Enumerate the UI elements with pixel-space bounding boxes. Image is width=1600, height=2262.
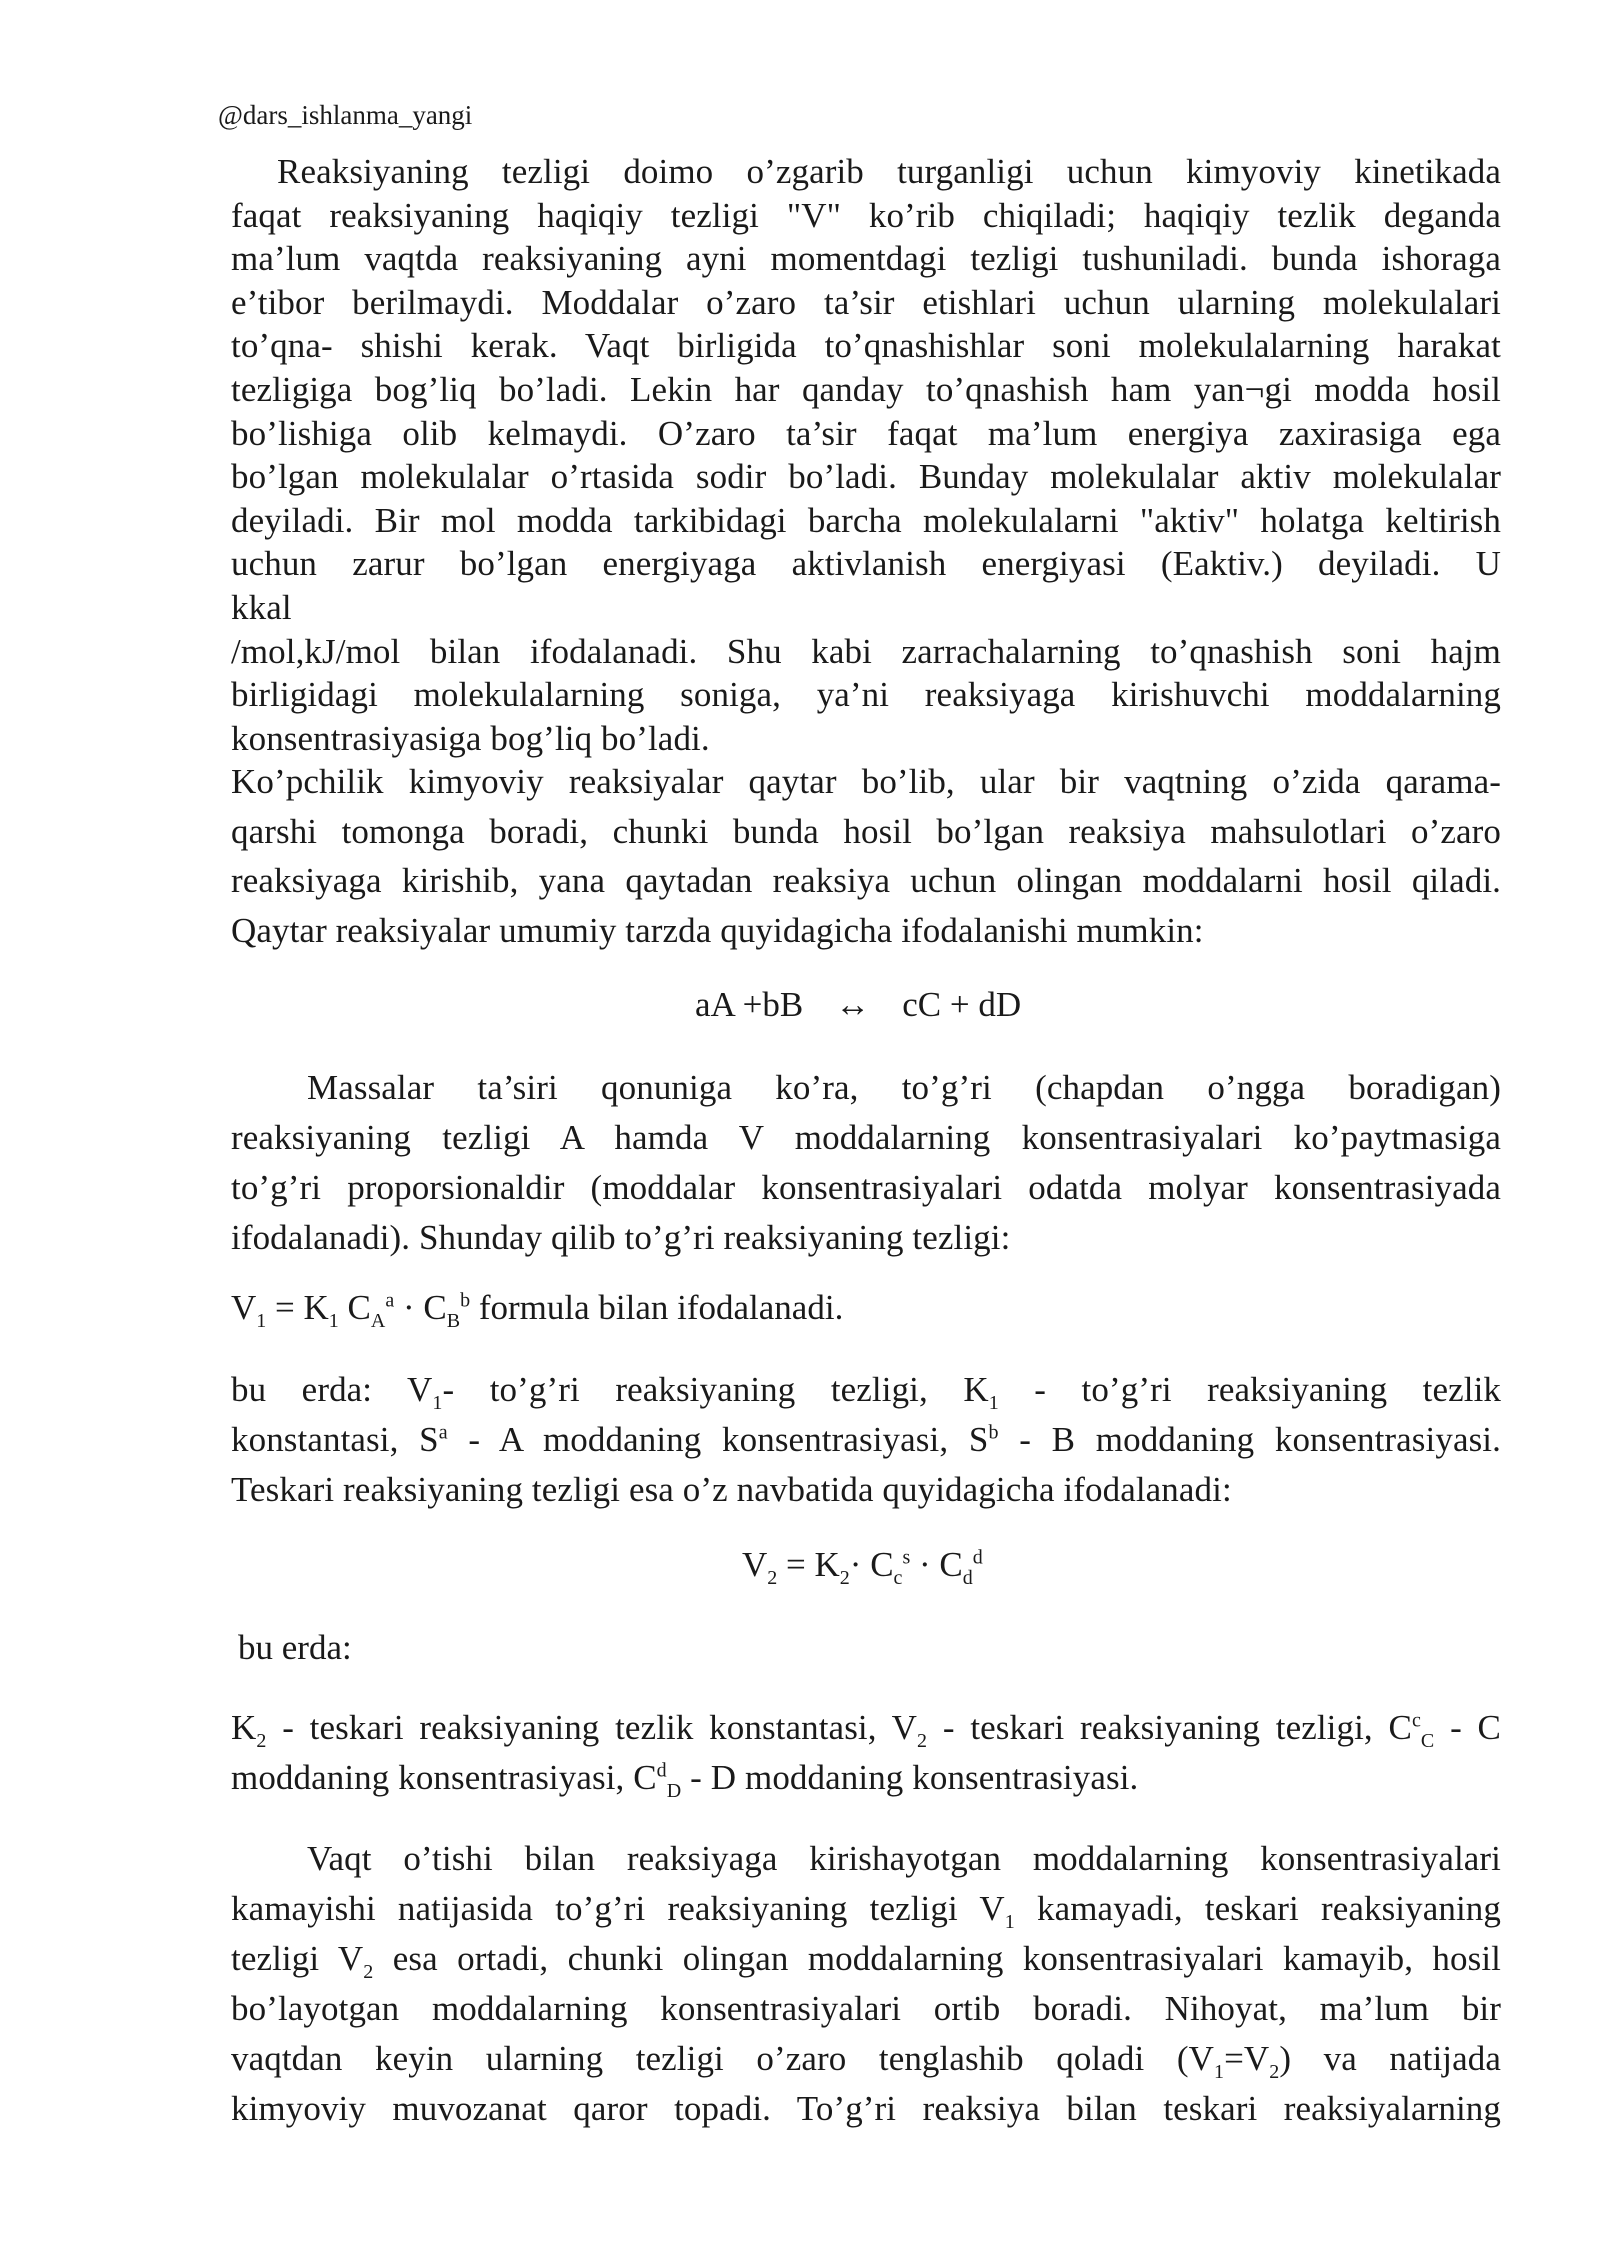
equation-left: aA +bB — [695, 985, 804, 1024]
text-line: ifodalanadi). Shunday qilib to’g’ri reaksiyaning tezligi: — [231, 1218, 1011, 1257]
text-line: Teskari reaksiyaning tezligi esa o’z navbatida quyidagicha ifodalanadi: — [231, 1470, 1232, 1509]
paragraph-reversible-reactions — [231, 757, 1501, 955]
text-line: birligidagi molekulalarning soniga, ya’ni reaksiyaga kirishuvchi moddalarning — [231, 675, 1501, 715]
text-line: vaqtdan keyin ularning tezligi o’zaro tenglashib qoladi $(V_1=V_2)$ va natijada — [231, 2039, 1501, 2083]
text-line: Ko’pchilik kimyoviy reaksiyalar qaytar bo’lib, ular bir vaqtning o’zida qarama- — [231, 762, 1501, 801]
text-line: reaksiyaga kirishib, yana qaytadan reaksiya uchun olingan moddalarni hosil qiladi. — [231, 861, 1501, 900]
text-line: Qaytar reaksiyalar umumiy tarzda quyidagicha ifodalanishi mumkin: — [231, 910, 1204, 950]
forward-rate-formula: $V_1 = K_1$ $C_A^a \cdot C_B^b$ formula bilan ifodalanadi. — [231, 1288, 844, 1332]
paragraph-notation — [231, 1365, 1501, 1515]
text-line: Vaqt o’tishi bilan reaksiyaga kirishayotgan moddalarning konsentrasiyalari — [307, 1839, 1501, 1878]
reverse-rate-formula: $V_2 = K_2\cdot C_c^s \cdot C_d^d$ — [742, 1545, 983, 1589]
text-line: kamayishi natijasida to’g’ri reaksiyaning tezligi $V_1$ kamayadi, teskari reaksiyaning — [231, 1889, 1501, 1933]
text-line: konsentrasiyasiga bog’liq bo’ladi. — [231, 718, 710, 758]
paragraph-mass-action-law — [231, 1063, 1501, 1263]
text-line: /mol,kJ/mol bilan ifodalanadi. Shu kabi zarrachalarning to’qnashish soni hajm — [231, 631, 1501, 671]
text-line: kkal — [231, 587, 292, 627]
text-line: Massalar ta’siri qonuniga ko’ra, to’g’ri (chapdan o’ngga boradigan) — [307, 1068, 1501, 1107]
watermark-handle: @dars_ishlanma_yangi — [218, 100, 473, 130]
text-line: ma’lum vaqtda reaksiyaning ayni momentdagi tezligi tushuniladi. bunda ishoraga — [231, 239, 1501, 279]
equation-right: cC + dD — [902, 985, 1022, 1024]
text-line: tezligi $V_2$ esa ortadi, chunki olingan moddalarning konsentrasiyalari kamayib, hosil — [231, 1939, 1501, 1983]
text-line: moddaning konsentrasiyasi, $C^d_D$ - D moddaning konsentrasiyasi. — [231, 1758, 1139, 1802]
text-line: tezligiga bog’liq bo’ladi. Lekin har qanday to’qnashish ham yan¬gi modda hosil — [231, 369, 1501, 409]
equilibrium-arrow-icon: ↔ — [835, 985, 871, 1024]
text-line: uchun zarur bo’lgan energiyaga aktivlanish energiyasi (Eaktiv.) deyiladi. U — [231, 544, 1501, 584]
reversible-reaction-equation — [695, 985, 1021, 1025]
text-line: konstantasi, $S^a$ - A moddaning konsentrasiyasi, $S^b$ - B moddaning konsentrasiyasi. — [231, 1420, 1501, 1459]
paragraph-equilibrium — [231, 1834, 1501, 2134]
text-line: bu erda: $V_1-$ to’g’ri reaksiyaning tezligi, $K_1$ - to’g’ri reaksiyaning tezlik — [231, 1370, 1502, 1414]
bu-erda-label: bu erda: — [238, 1628, 352, 1667]
text-line: bo’layotgan moddalarning konsentrasiyalari ortib boradi. Nihoyat, ma’lum bir — [231, 1989, 1501, 2028]
paragraph-reverse-notation — [231, 1703, 1501, 1803]
text-line: bo’lgan molekulalar o’rtasida sodir bo’ladi. Bunday molekulalar aktiv molekulalar — [231, 457, 1501, 497]
text-line: bo’lishiga olib kelmaydi. O’zaro ta’sir faqat ma’lum energiya zaxirasiga ega — [231, 413, 1501, 453]
text-line: e’tibor berilmaydi. Moddalar o’zaro ta’sir etishlari uchun ularning molekulalari — [231, 282, 1501, 322]
text-line: Reaksiyaning tezligi doimo o’zgarib turganligi uchun kimyoviy kinetikada — [277, 152, 1501, 191]
text-line: to’qna- shishi kerak. Vaqt birligida to’qnashishlar soni molekulalarning harakat — [231, 326, 1501, 366]
text-line: reaksiyaning tezligi A hamda V moddalarning konsentrasiyalari ko’paytmasiga — [231, 1118, 1501, 1157]
text-line: kimyoviy muvozanat qaror topadi. To’g’ri reaksiya bilan teskari reaksiyalarning — [231, 2089, 1501, 2128]
text-line: to’g’ri proporsionaldir (moddalar konsentrasiyalari odatda molyar konsentrasiyada — [231, 1168, 1501, 1207]
paragraph-reaction-rate — [231, 150, 1501, 760]
text-line: faqat reaksiyaning haqiqiy tezligi "V" ko’rib chiqiladi; haqiqiy tezlik deganda — [231, 195, 1501, 235]
text-line: deyiladi. Bir mol modda tarkibidagi barcha molekulalarni "aktiv" holatga keltirish — [231, 500, 1501, 540]
text-line: qarshi tomonga boradi, chunki bunda hosil bo’lgan reaksiya mahsulotlari o’zaro — [231, 811, 1501, 851]
text-line: $K_2$ - teskari reaksiyaning tezlik konstantasi, $V_2$ - teskari reaksiyaning tezligi, $C^c_C$ - C — [231, 1708, 1501, 1752]
